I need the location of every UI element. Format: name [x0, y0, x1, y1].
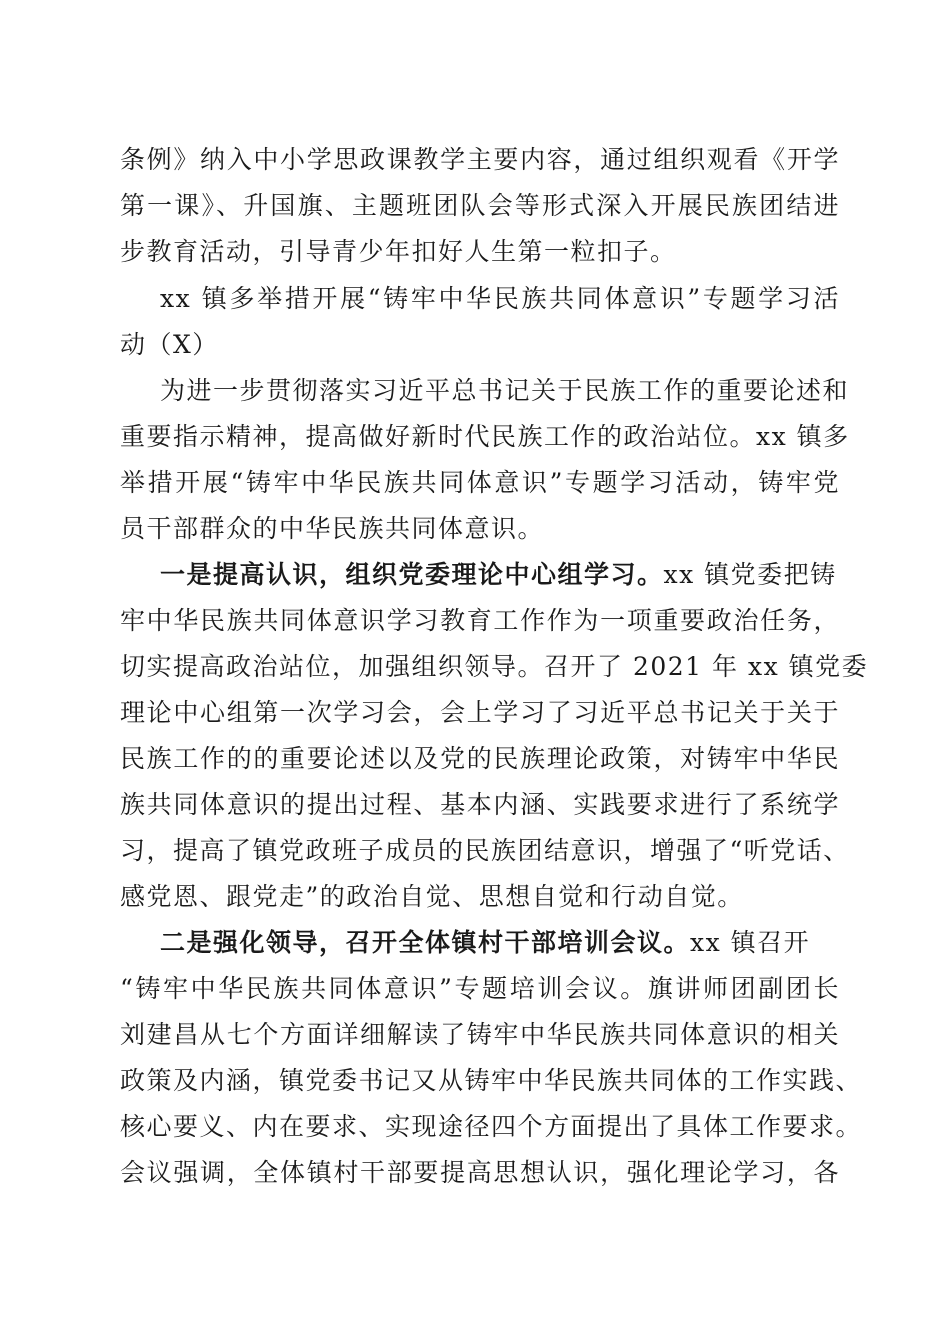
- section-heading: 二是强化领导，召开全体镇村干部培训会议。: [160, 928, 691, 957]
- section-text: xx 镇党委把铸: [663, 560, 837, 589]
- section-heading-line: [160, 921, 840, 965]
- text-line: 切实提高政治站位，加强组织领导。召开了 2021 年 xx 镇党委: [120, 652, 869, 681]
- section-heading-line: [160, 553, 840, 597]
- text-line: 核心要义、内在要求、实现途径四个方面提出了具体工作要求。: [120, 1112, 863, 1141]
- text-line: 举措开展“铸牢中华民族共同体意识”专题学习活动，铸牢党: [120, 468, 840, 497]
- text-line: 牢中华民族共同体意识学习教育工作作为一项重要政治任务，: [120, 606, 840, 635]
- article-title-line: xx 镇多举措开展“铸牢中华民族共同体意识”专题学习活: [160, 284, 840, 313]
- text-line: 族共同体意识的提出过程、基本内涵、实践要求进行了系统学: [120, 790, 840, 819]
- text-line: 感党恩、跟党走”的政治自觉、思想自觉和行动自觉。: [120, 882, 744, 911]
- text-line: 政策及内涵，镇党委书记又从铸牢中华民族共同体的工作实践、: [120, 1066, 863, 1095]
- text-line: 民族工作的的重要论述以及党的民族理论政策，对铸牢中华民: [120, 744, 840, 773]
- text-line: 条例》纳入中小学思政课教学主要内容，通过组织观看《开学: [120, 145, 840, 174]
- text-line: 员干部群众的中华民族共同体意识。: [120, 514, 545, 543]
- section-heading: 一是提高认识，组织党委理论中心组学习。: [160, 560, 664, 589]
- text-line: 重要指示精神，提高做好新时代民族工作的政治站位。xx 镇多: [120, 422, 850, 451]
- text-line: “铸牢中华民族共同体意识”专题培训会议。旗讲师团副团长: [120, 974, 840, 1003]
- text-line: 为进一步贯彻落实习近平总书记关于民族工作的重要论述和: [160, 376, 850, 405]
- text-line: 习，提高了镇党政班子成员的民族团结意识，增强了“听党话、: [120, 836, 850, 865]
- text-line: 刘建昌从七个方面详细解读了铸牢中华民族共同体意识的相关: [120, 1020, 840, 1049]
- text-line: 会议强调，全体镇村干部要提高思想认识，强化理论学习，各: [120, 1158, 840, 1187]
- text-line: 理论中心组第一次学习会，会上学习了习近平总书记关于关于: [120, 698, 840, 727]
- text-line: 步教育活动，引导青少年扣好人生第一粒扣子。: [120, 237, 677, 266]
- article-title-line: 动（X）: [120, 330, 219, 359]
- text-line: 第一课》、升国旗、主题班团队会等形式深入开展民族团结进: [120, 191, 840, 220]
- section-text: xx 镇召开: [690, 928, 811, 957]
